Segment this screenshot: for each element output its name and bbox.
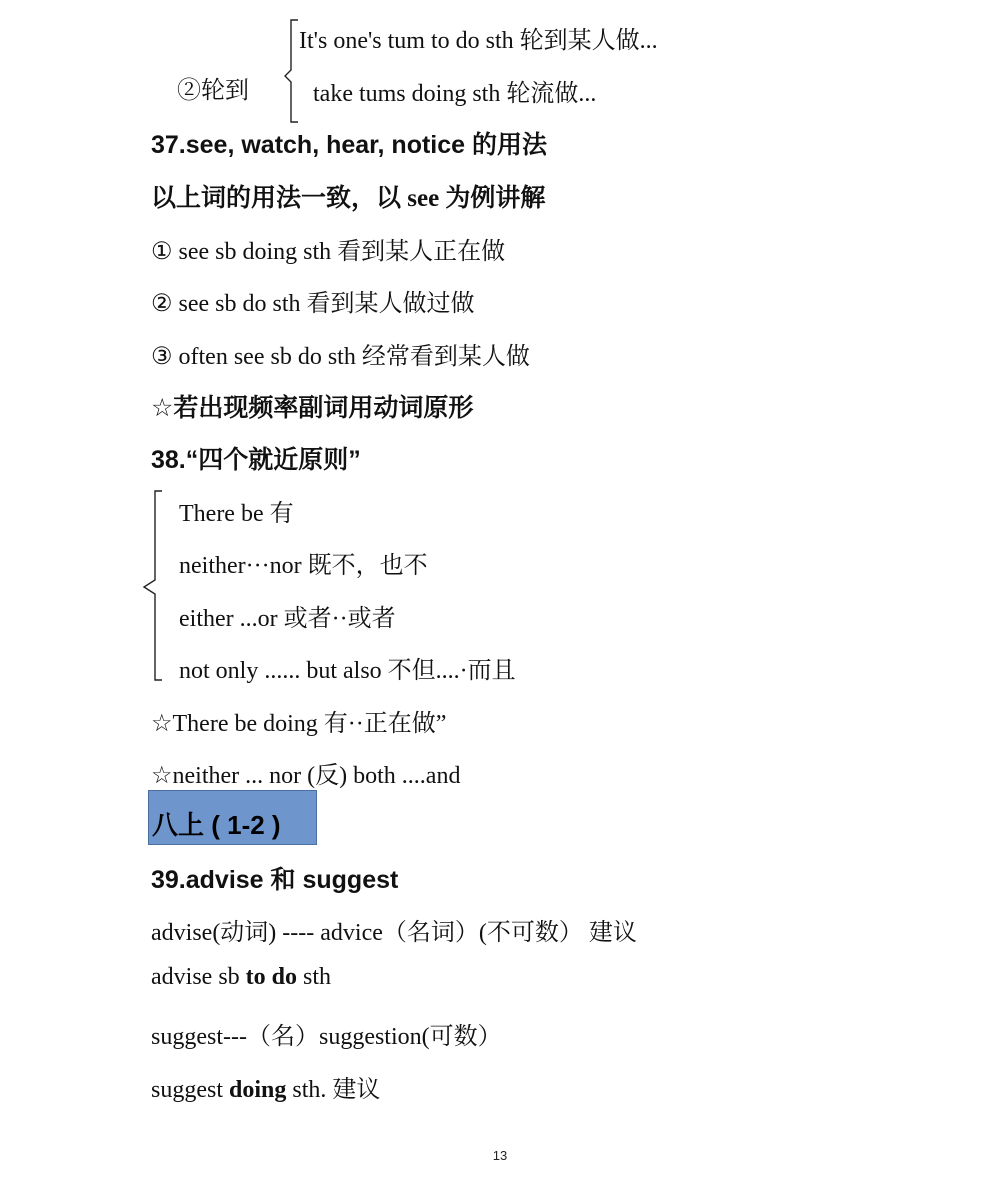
turn-label: ②轮到 <box>177 78 249 104</box>
item-37-1: ① see sb doing sth 看到某人正在做 <box>151 239 506 265</box>
item-37-3: ③ often see sb do sth 经常看到某人做 <box>151 344 530 370</box>
page-number: 13 <box>492 1148 508 1163</box>
rule-1: There be 有 <box>179 501 294 527</box>
line-39-2-c: sth <box>297 964 332 990</box>
line-39-2-bold: to do <box>245 964 297 990</box>
heading-38: 38.“四个就近原则” <box>151 446 361 474</box>
line-39-2-a: advise sb <box>151 964 246 990</box>
note-38-2: ☆neither ... nor (反) both ....and <box>151 763 461 789</box>
line-39-4-bold: doing <box>229 1077 287 1103</box>
turn-line-2: take tums doing sth 轮流做... <box>313 81 597 107</box>
intro-37: 以上词的用法一致，以 see 为例讲解 <box>151 185 546 212</box>
rules-brace <box>140 488 166 684</box>
line-39-1: advise(动词) ---- advice（名词）(不可数） 建议 <box>151 920 637 946</box>
heading-39: 39.advise 和 suggest <box>151 866 399 894</box>
rule-3: either ...or 或者··或者 <box>179 606 396 632</box>
note-38-1: ☆There be doing 有··正在做” <box>151 711 447 737</box>
heading-37: 37.see, watch, hear, notice 的用法 <box>151 131 547 159</box>
line-39-3: suggest---（名）suggestion(可数） <box>151 1024 502 1050</box>
line-39-4-c: sth. 建议 <box>286 1077 381 1103</box>
rule-4: not only ...... but also 不但....·而且 <box>179 658 516 684</box>
line-39-4-a: suggest <box>151 1077 229 1103</box>
line-39-2 <box>151 964 331 991</box>
rule-2: neither···nor 既不，也不 <box>179 553 428 579</box>
item-37-2: ② see sb do sth 看到某人做过做 <box>151 291 475 317</box>
note-37: ☆若出现频率副词用动词原形 <box>151 394 474 422</box>
turn-line-1: It's one's tum to do sth 轮到某人做... <box>299 28 658 54</box>
line-39-4 <box>151 1069 380 1104</box>
unit-tag-label: 八上 ( 1-2 ) <box>152 810 281 840</box>
